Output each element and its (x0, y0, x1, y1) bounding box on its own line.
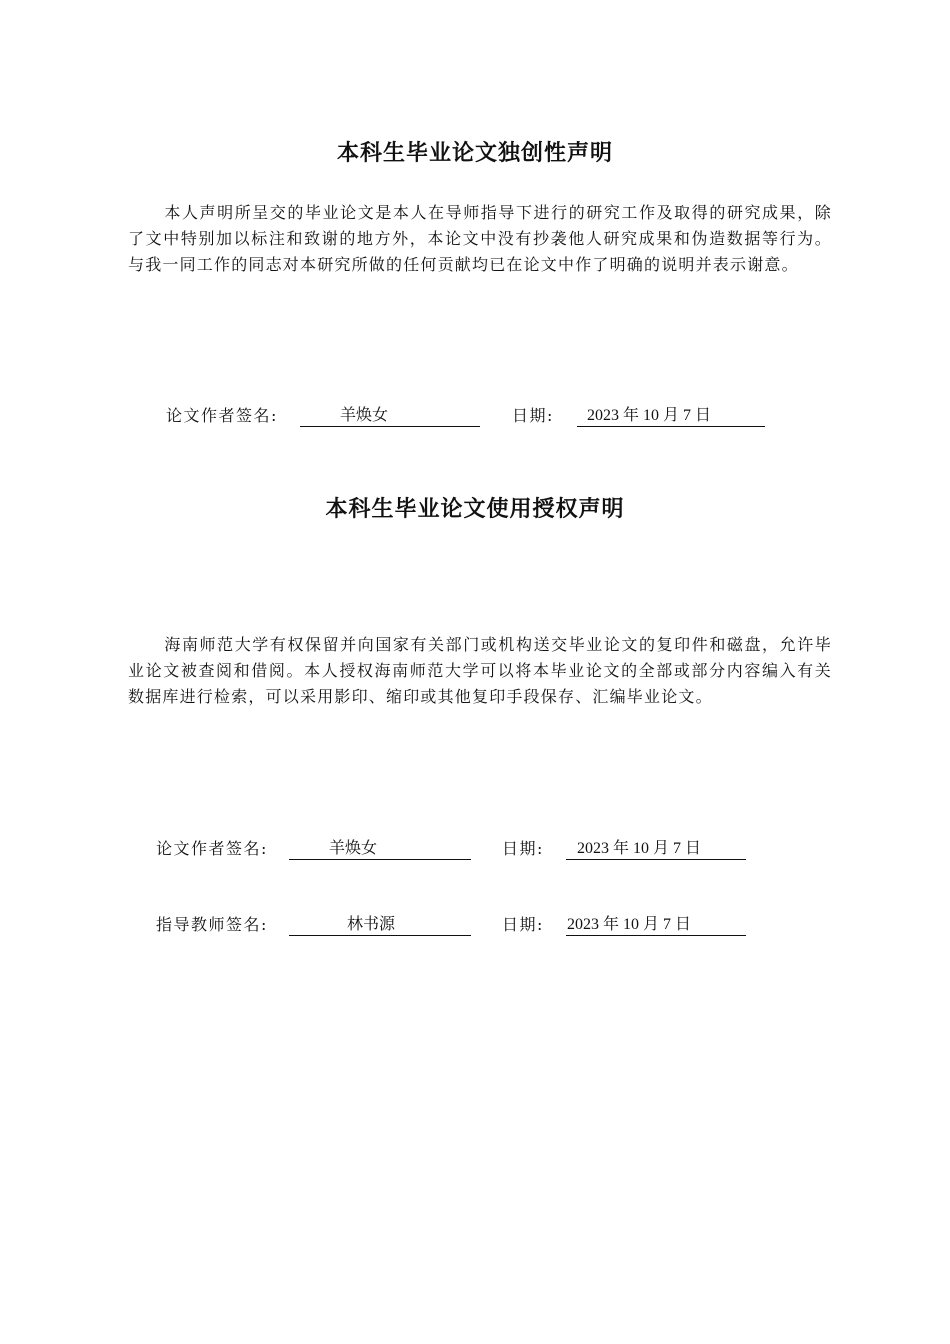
authorization-author-signature-row (156, 837, 776, 861)
advisor-signature-field[interactable] (289, 913, 471, 936)
authorization-statement (128, 632, 832, 710)
advisor-signature-name: 林书源 (347, 916, 396, 933)
author-signature-name: 羊焕女 (329, 840, 378, 857)
author-signature-name: 羊焕女 (340, 407, 389, 424)
originality-statement (128, 200, 832, 278)
author-signature-field[interactable] (289, 837, 471, 860)
advisor-date-field[interactable] (566, 913, 746, 936)
date-field[interactable] (577, 404, 765, 427)
advisor-date-label: 日期: (502, 915, 544, 934)
author-date-field[interactable] (566, 837, 746, 860)
advisor-signature-label: 指导教师签名: (156, 915, 268, 934)
authorization-statement-text: 海南师范大学有权保留并向国家有关部门或机构送交毕业论文的复印件和磁盘，允许毕业论文被查阅和借阅。本人授权海南师范大学可以将本毕业论文的全部或部分内容编入有关数据库进行检索，可以采用影印、缩印或其他复印手段保存、汇编毕业论文。 (128, 635, 832, 706)
authorization-title: 本科生毕业论文使用授权声明 (325, 497, 625, 522)
advisor-date-value: 2023 年 10 月 7 日 (567, 916, 692, 933)
originality-signature-row (166, 404, 786, 428)
author-signature-field[interactable] (300, 404, 480, 427)
author-signature-label: 论文作者签名: (156, 839, 268, 858)
date-value: 2023 年 10 月 7 日 (587, 407, 712, 424)
advisor-signature-row (156, 913, 776, 937)
date-label: 日期: (512, 406, 554, 425)
author-date-label: 日期: (502, 839, 544, 858)
author-signature-label: 论文作者签名: (166, 406, 278, 425)
originality-statement-text: 本人声明所呈交的毕业论文是本人在导师指导下进行的研究工作及取得的研究成果，除了文中特别加以标注和致谢的地方外，本论文中没有抄袭他人研究成果和伪造数据等行为。与我一同工作的同志对本研究所做的任何贡献均已在论文中作了明确的说明并表示谢意。 (128, 203, 832, 274)
originality-title: 本科生毕业论文独创性声明 (336, 141, 613, 166)
author-date-value: 2023 年 10 月 7 日 (577, 840, 702, 857)
